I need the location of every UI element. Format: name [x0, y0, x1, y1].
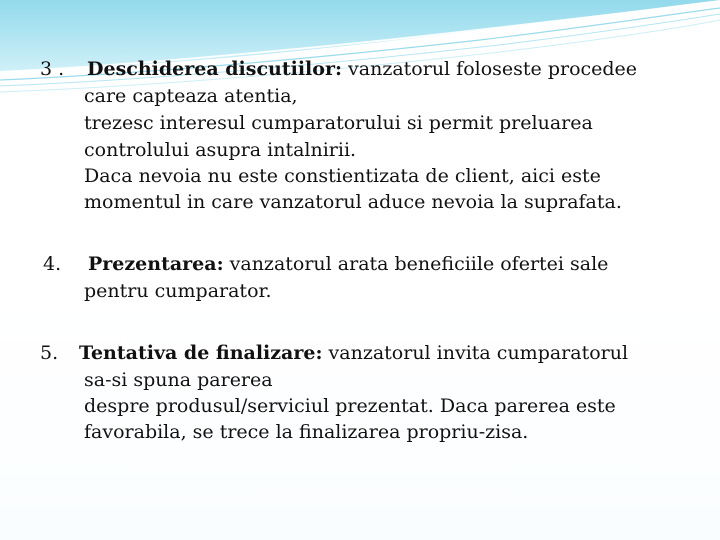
- item-line: pentru cumparator.: [84, 280, 272, 302]
- item-heading: Deschiderea discutiilor:: [87, 58, 342, 80]
- item-line: trezesc interesul cumparatorului si permit preluarea: [84, 112, 593, 134]
- item-line: Daca nevoia nu este constientizata de client, aici este: [84, 165, 601, 187]
- item-heading: Prezentarea:: [88, 253, 224, 275]
- item-first-line: [88, 253, 608, 276]
- item-line: momentul in care vanzatorul aduce nevoia la suprafata.: [84, 191, 622, 213]
- item-heading: Tentativa de finalizare:: [79, 342, 323, 364]
- item-first-line: [87, 58, 637, 81]
- item-number: 5.: [40, 342, 59, 364]
- item-number: 4.: [43, 253, 62, 275]
- item-number: 3 .: [40, 58, 65, 80]
- item-line: despre produsul/serviciul prezentat. Daca parerea este: [84, 395, 616, 417]
- item-text: vanzatorul foloseste procedee: [341, 58, 638, 80]
- item-line: care capteaza atentia,: [84, 85, 298, 107]
- item-text: vanzatorul arata beneficiile ofertei sale: [223, 253, 609, 275]
- item-line: controlului asupra intalnirii.: [84, 139, 357, 161]
- item-text: vanzatorul invita cumparatorul: [322, 342, 629, 364]
- item-line: favorabila, se trece la finalizarea propriu-zisa.: [84, 421, 529, 443]
- item-line: sa-si spuna parerea: [84, 369, 273, 391]
- item-first-line: [79, 342, 628, 365]
